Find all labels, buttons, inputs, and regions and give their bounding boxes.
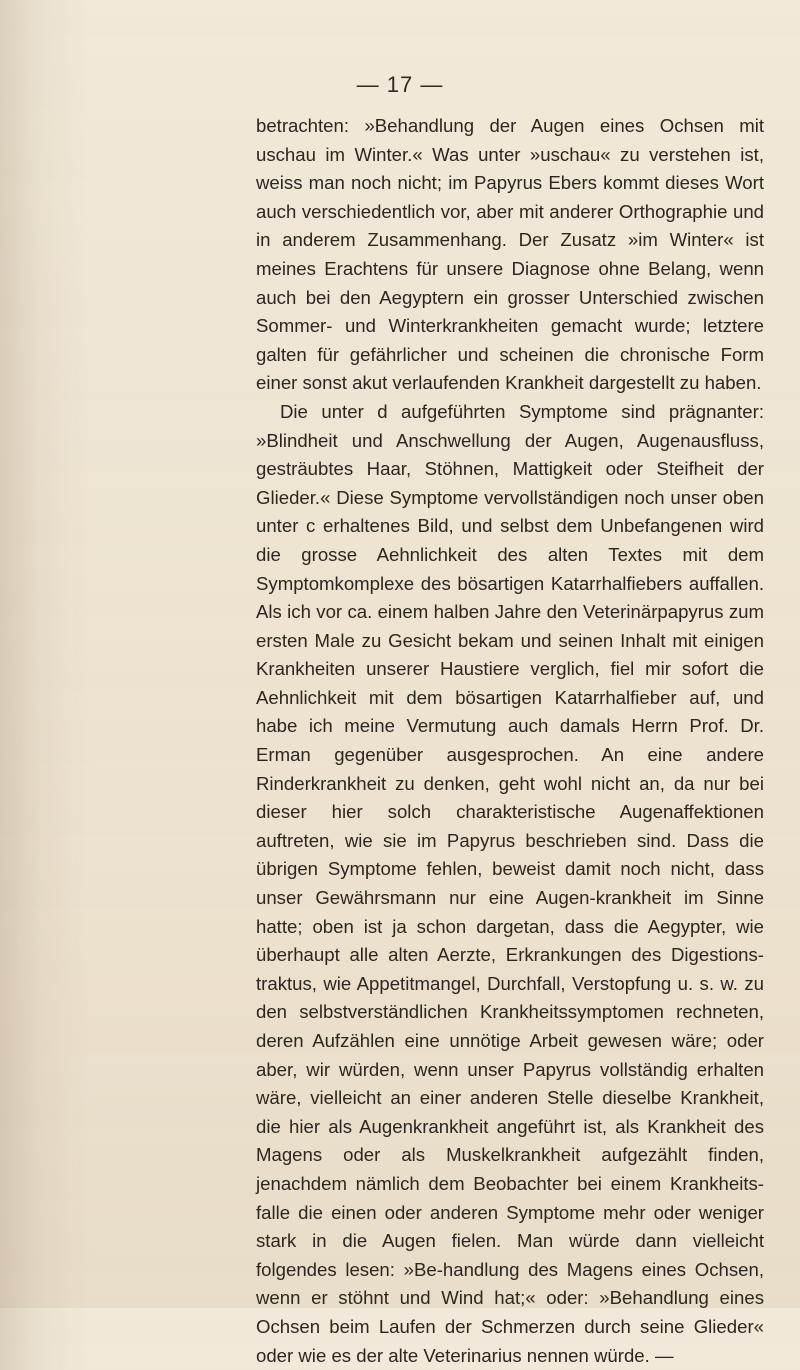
body-text xyxy=(256,112,764,1370)
paragraph-1: betrachten: »Behandlung der Augen eines Ochsen mit uschau im Winter.« Was unter »uschau« zu verstehen ist, weiss man noch nicht; im Papyrus Ebers kommt dieses Wort auch verschiedentlich vor, aber mit anderer Orthographie und in anderem Zusammenhang. Der Zusatz »im Winter« ist meines Erachtens für unsere Diagnose ohne Belang, wenn auch bei den Aegyptern ein grosser Unterschied zwischen Sommer- und Winterkrankheiten gemacht wurde; letztere galten für gefährlicher und scheinen die chronische Form einer sonst akut verlaufenden Krankheit dargestellt zu haben. xyxy=(256,115,764,394)
page-number: — 17 — xyxy=(356,72,444,97)
paragraph-2: Die unter d aufgeführten Symptome sind prägnanter: »Blindheit und Anschwellung der Augen, Augenausfluss, gesträubtes Haar, Stöhnen, Mattigkeit oder Steifheit der Glieder.« Diese Symptome vervollständigen noch unser oben unter c erhaltenes Bild, und selbst dem Unbefangenen wird die grosse Aehnlichkeit des alten Textes mit dem Symptomkomplexe des bösartigen Katarrhalfiebers auffallen. Als ich vor ca. einem halben Jahre den Veterinärpapyrus zum ersten Male zu Gesicht bekam und seinen Inhalt mit einigen Krankheiten unserer Haustiere verglich, fiel mir sofort die Aehnlichkeit mit dem bösartigen Katarrhalfieber auf, und habe ich meine Vermutung auch damals Herrn Prof. Dr. Erman gegenüber ausgesprochen. An eine andere Rinderkrankheit zu denken, geht wohl nicht an, da nur bei dieser hier solch charakteristische Augenaffektionen auftreten, wie sie im Papyrus beschrieben sind. Dass die übrigen Symptome fehlen, beweist damit noch nicht, dass unser Gewährsmann nur eine Augen-krankheit im Sinne hatte; oben ist ja schon dargetan, dass die Aegypter, wie überhaupt alle alten Aerzte, Erkrankungen des Digestions-traktus, wie Appetitmangel, Durchfall, Verstopfung u. s. w. zu den selbstverständlichen Krankheitssymptomen rechneten, deren Aufzählen eine unnötige Arbeit gewesen wäre; oder aber, wir würden, wenn unser Papyrus vollständig erhalten wäre, vielleicht an einer anderen Stelle dieselbe Krankheit, die hier als Augenkrankheit angeführt ist, als Krankheit des Magens oder als Muskelkrankheit aufgezählt finden, jenachdem nämlich dem Beobachter bei einem Krankheits-falle die einen oder anderen Symptome mehr oder weniger stark in die Augen fielen. Man würde dann vielleicht folgendes lesen: »Be-handlung des Magens eines Ochsen, wenn er stöhnt und Wind hat;« oder: »Behandlung eines Ochsen beim Laufen der Schmerzen durch seine Glieder« oder wie es der alte Veterinarius nennen würde. — xyxy=(256,400,764,1366)
